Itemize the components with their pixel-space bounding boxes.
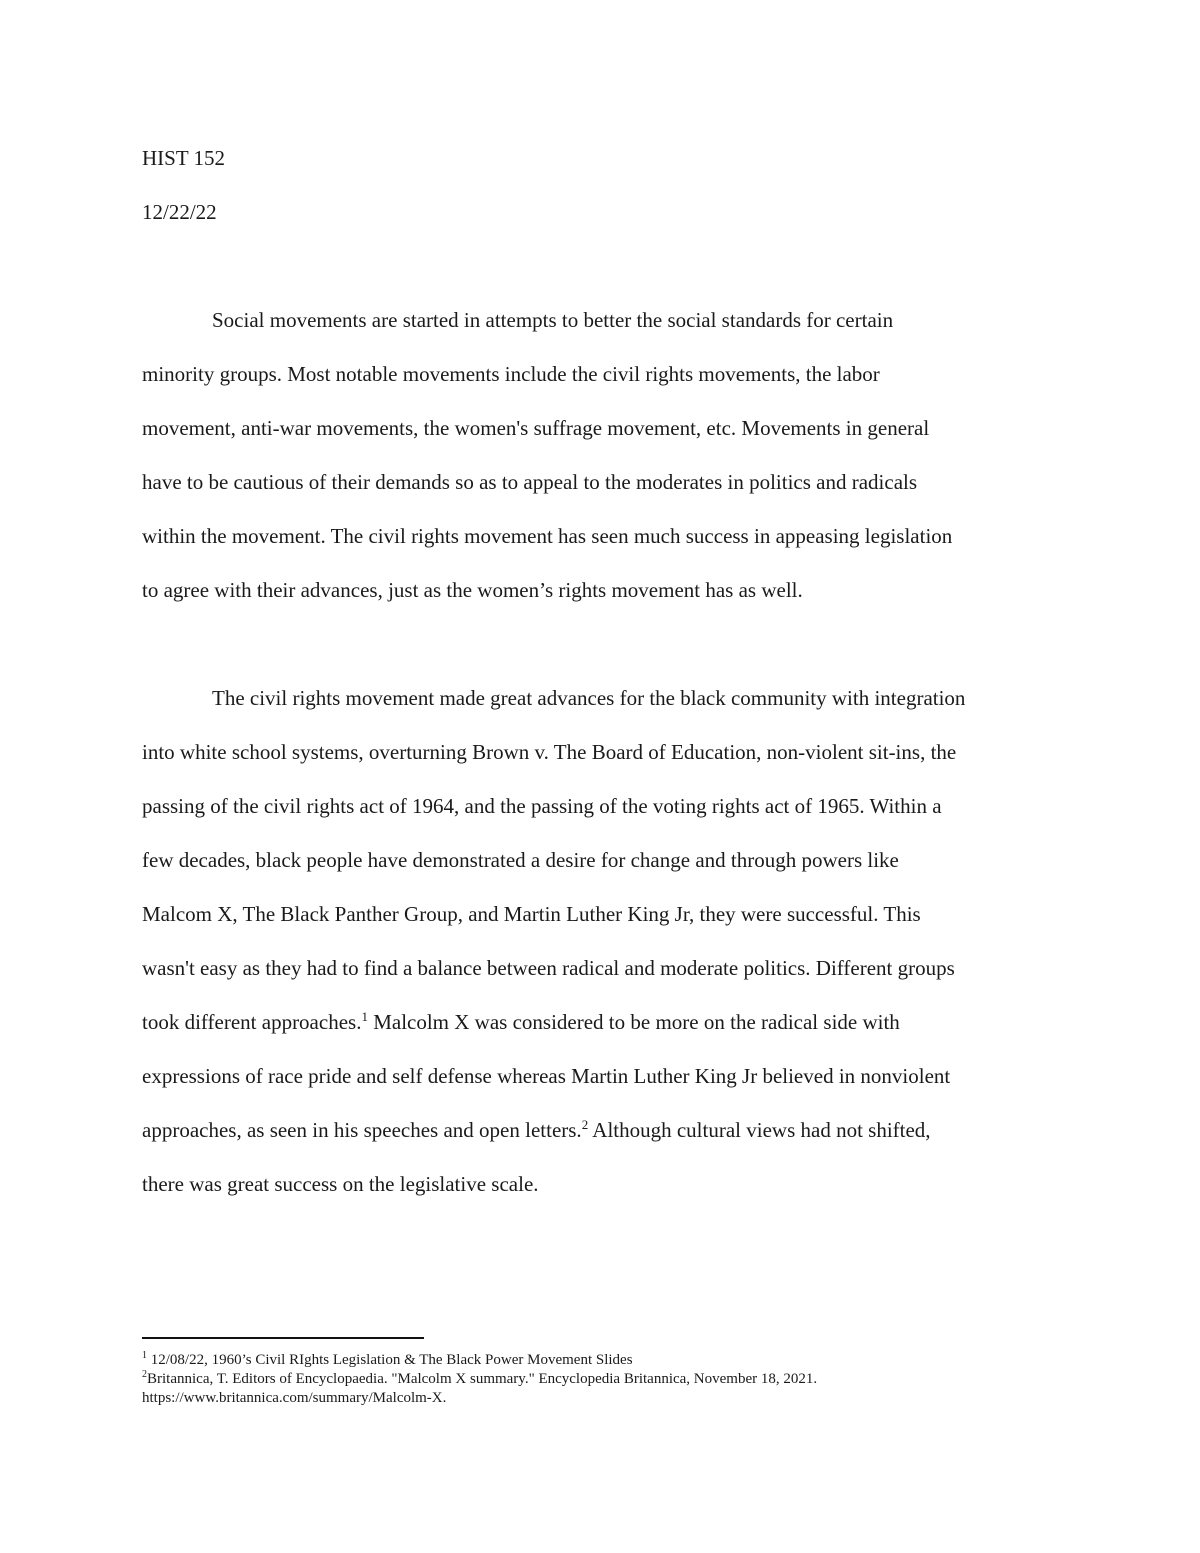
p1-line: to agree with their advances, just as the women’s rights movement has as well.	[142, 578, 803, 602]
p1-line: minority groups. Most notable movements include the civil rights movements, the labor	[142, 362, 880, 386]
p1-line: have to be cautious of their demands so as to appeal to the moderates in politics and radicals	[142, 470, 918, 494]
p2-line: few decades, black people have demonstrated a desire for change and through powers like	[142, 848, 899, 872]
p2-text: Although cultural views had not shifted,	[588, 1118, 931, 1142]
footnote-mark: 2	[142, 1369, 147, 1380]
p2-line: The civil rights movement made great advances for the black community with integration	[212, 686, 966, 710]
footnote-2-url: https://www.britannica.com/summary/Malcolm-X.	[142, 1390, 447, 1406]
footnote-ref-1: 1	[361, 1009, 368, 1024]
p2-line: expressions of race pride and self defense whereas Martin Luther King Jr believed in nonviolent	[142, 1064, 951, 1088]
p1-line: Social movements are started in attempts to better the social standards for certain	[212, 308, 894, 332]
footnote-2	[142, 1369, 818, 1387]
p2-text: approaches, as seen in his speeches and open letters.	[142, 1118, 582, 1142]
footnote-text: Britannica, T. Editors of Encyclopaedia. "Malcolm X summary." Encyclopedia Britannica, November 18, 2021.	[147, 1371, 818, 1387]
p2-line: there was great success on the legislative scale.	[142, 1172, 539, 1196]
footnote-text: 12/08/22, 1960’s Civil RIghts Legislation & The Black Power Movement Slides	[147, 1352, 633, 1368]
p1-line: within the movement. The civil rights movement has seen much success in appeasing legislation	[142, 524, 953, 548]
p2-line: Malcom X, The Black Panther Group, and Martin Luther King Jr, they were successful. This	[142, 902, 921, 926]
p2-line	[142, 1117, 931, 1142]
p1-line: movement, anti-war movements, the women's suffrage movement, etc. Movements in general	[142, 416, 930, 440]
p2-line: into white school systems, overturning Brown v. The Board of Education, non-violent sit-ins, the	[142, 740, 957, 764]
date-header: 12/22/22	[142, 200, 217, 224]
p2-line: wasn't easy as they had to find a balance between radical and moderate politics. Different groups	[142, 956, 955, 980]
p2-text: Malcolm X was considered to be more on the radical side with	[367, 1010, 900, 1034]
footnote-ref-2: 2	[581, 1117, 589, 1132]
footnote-1	[142, 1350, 633, 1368]
footnote-separator	[142, 1337, 424, 1339]
course-header: HIST 152	[142, 146, 226, 170]
p2-line	[142, 1009, 900, 1034]
p2-text: took different approaches.	[142, 1010, 362, 1034]
p2-line: passing of the civil rights act of 1964, and the passing of the voting rights act of 1965. Within a	[142, 794, 942, 818]
footnote-mark: 1	[142, 1350, 147, 1361]
